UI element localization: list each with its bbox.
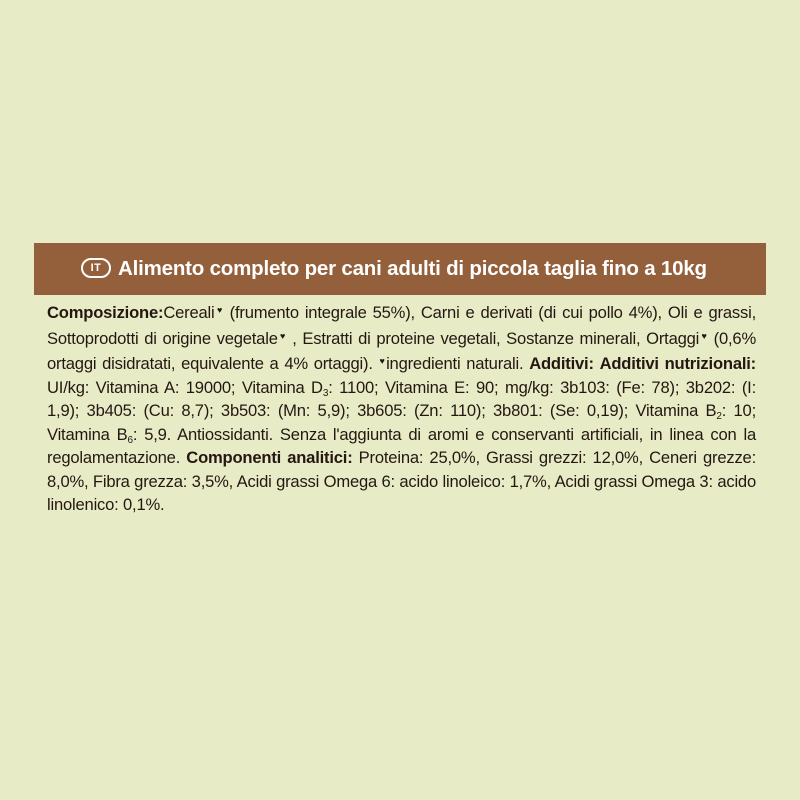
composition-part-1: (frumento integrale 55%), Carni e derivati (di cui pollo 4%), Oli e grassi, Sottoprodotti di origine vegetale	[47, 303, 756, 348]
language-badge: IT	[81, 258, 111, 278]
product-title: Alimento completo per cani adulti di piccola taglia fino a 10kg	[118, 257, 707, 280]
heart-icon: ♥	[379, 356, 387, 366]
additives-part-4: : 5,9. Antiossidanti. Senza l'aggiunta di aromi e conservanti artificiali, in linea con la regolamentazione.	[47, 424, 756, 467]
composition-label: Composizione:	[47, 303, 164, 322]
label-text	[47, 299, 756, 517]
composition-cereals: Cereali	[163, 303, 215, 322]
additives-part-3: : 10; Vitamina B	[47, 401, 756, 444]
heart-icon: ♥	[278, 330, 287, 341]
vitamin-b6-subscript: 6	[127, 434, 133, 446]
heart-icon: ♥	[215, 305, 224, 315]
additives-part-1: UI/kg: Vitamina A: 19000; Vitamina D	[47, 377, 323, 397]
composition-part-2: , Estratti di proteine vegetali, Sostanze minerali, Ortaggi	[286, 328, 700, 348]
heart-icon: ♥	[700, 330, 708, 341]
vitamin-b2-subscript: 2	[716, 411, 722, 422]
title-band	[34, 243, 766, 295]
composition-part-3: (0,6% ortaggi disidratati, equivalente a 4% ortaggi).	[47, 328, 756, 373]
additives-label: Additivi:	[529, 354, 594, 373]
additives-part-2: : 1100; Vitamina E: 90; mg/kg: 3b103: (Fe: 78); 3b202: (I: 1,9); 3b405: (Cu: 8,7); 3b503: (Mn: 5,9); 3b605: (Zn: 110); 3b801: (Se: 0,19); Vitamina B	[47, 377, 756, 420]
nutritional-additives-label: Additivi nutrizionali:	[599, 354, 756, 373]
composition-part-4: ingredienti naturali.	[386, 354, 530, 373]
vitamin-d-subscript: 3	[322, 387, 329, 399]
analytics-text: Proteina: 25,0%, Grassi grezzi: 12,0%, Ceneri grezze: 8,0%, Fibra grezza: 3,5%, Acidi grassi Omega 6: acido linoleico: 1,7%, Acidi grassi Omega 3: acido linolenico: 0,1%.	[47, 448, 756, 514]
analytics-label: Componenti analitici:	[186, 448, 353, 467]
